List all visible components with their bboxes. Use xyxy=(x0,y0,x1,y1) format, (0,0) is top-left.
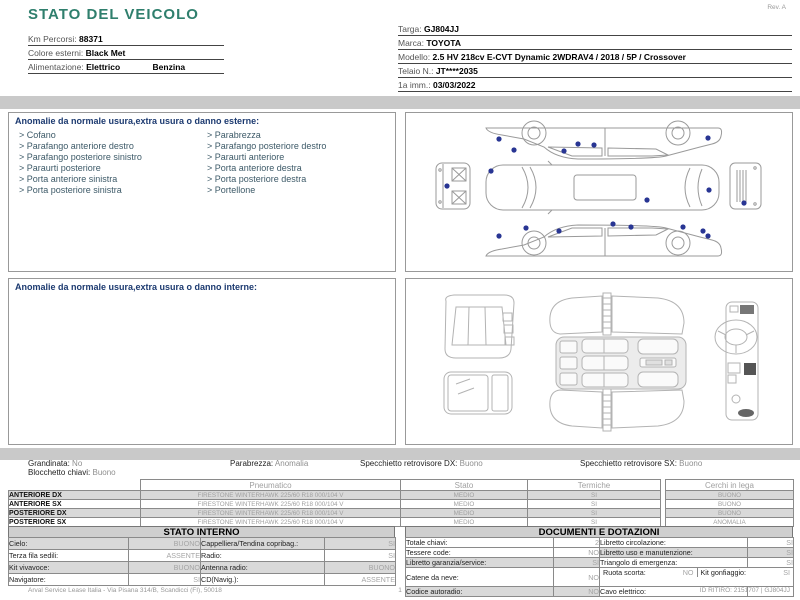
stato-interno-row xyxy=(9,550,396,562)
cell-value: SI xyxy=(748,548,794,558)
stato-interno-row xyxy=(9,574,396,586)
condition-summary xyxy=(28,459,792,479)
specchietto-dx-label: Specchietto retrovisore DX: xyxy=(360,459,458,468)
targa-value: GJ804JJ xyxy=(424,24,459,34)
tire-brand: FIRESTONE WINTERHAWK 225/60 R18 000/104 V xyxy=(141,500,401,509)
cell-label: Navigatore: xyxy=(9,574,129,586)
tire-brand: FIRESTONE WINTERHAWK 225/60 R18 000/104 V xyxy=(141,518,401,527)
cell-value: NO xyxy=(554,568,600,587)
cell-value: BUONO xyxy=(129,538,201,550)
cell-label: Kit vivavoce: xyxy=(9,562,129,574)
internal-anomalies-title: Anomalie da normale usura,extra usura o danno interne: xyxy=(15,282,258,292)
header-left xyxy=(28,6,224,74)
external-anomalies-column-1 xyxy=(19,130,142,196)
tire-condition: MEDIO xyxy=(401,491,528,500)
cell-value: SI xyxy=(325,550,396,562)
fuel-value-2: Benzina xyxy=(152,62,186,72)
tire-row xyxy=(9,509,661,518)
cell-label: Cielo: xyxy=(9,538,129,550)
cell-label: CD(Navig.): xyxy=(201,574,325,586)
external-anomalies-column-2 xyxy=(207,130,326,196)
interior-diagram-panel xyxy=(405,278,793,445)
footer-company: Arval Service Lease Italia - Via Pisana 314/B, Scandicci (FI), 50018 xyxy=(28,587,222,594)
km-row xyxy=(28,32,224,46)
anomaly-item: > Paraurti anteriore xyxy=(207,152,326,163)
cell-value: NO xyxy=(554,587,600,597)
cerchi-value: ANOMALIA xyxy=(666,518,794,527)
documenti-row xyxy=(406,558,794,568)
cell-value: NO xyxy=(554,548,600,558)
stato-interno-table xyxy=(8,537,396,586)
targa-row xyxy=(398,22,792,36)
telaio-row xyxy=(398,64,792,78)
documenti-header: DOCUMENTI E DOTAZIONI xyxy=(405,526,793,538)
tire-col-termiche: Termiche xyxy=(528,480,661,491)
specchietto-sx-label: Specchietto retrovisore SX: xyxy=(580,459,677,468)
cell-label: Tessere code: xyxy=(406,548,554,558)
specchietto-sx-value: Buono xyxy=(679,459,703,468)
damage-markers xyxy=(444,135,746,238)
tire-brand: FIRESTONE WINTERHAWK 225/60 R18 000/104 V xyxy=(141,491,401,500)
color-label: Colore esterni: xyxy=(28,48,84,58)
page-title: STATO DEL VEICOLO xyxy=(28,6,199,23)
tire-table xyxy=(8,479,661,527)
cerchi-value: BUONO xyxy=(666,491,794,500)
tire-condition: MEDIO xyxy=(401,509,528,518)
tire-winter: SI xyxy=(528,518,661,527)
anomaly-item: > Parabrezza xyxy=(207,130,326,141)
external-anomalies-title: Anomalie da normale usura,extra usura o danno esterne: xyxy=(15,116,260,126)
exterior-car-diagram xyxy=(406,113,792,271)
specchietto-dx-value: Buono xyxy=(459,459,483,468)
kit-gonfiaggio-pair xyxy=(697,568,794,577)
tire-position: ANTERIORE DX xyxy=(9,491,141,500)
cell-label: Libretto garanzia/service: xyxy=(406,558,554,568)
tire-row xyxy=(9,500,661,509)
cell-label: Triangolo di emergenza: xyxy=(600,558,748,568)
anomaly-item: > Porta posteriore sinistra xyxy=(19,185,142,196)
tire-condition: MEDIO xyxy=(401,518,528,527)
anomaly-item: > Porta posteriore destra xyxy=(207,174,326,185)
documenti-row xyxy=(406,568,794,587)
cerchi-value: BUONO xyxy=(666,500,794,509)
tire-position: ANTERIORE SX xyxy=(9,500,141,509)
stato-interno-row xyxy=(9,562,396,574)
blocchetto-label: Blocchetto chiavi: xyxy=(28,468,91,477)
modello-row xyxy=(398,50,792,64)
cell-label: Codice autoradio: xyxy=(406,587,554,597)
cell-value: ASSENTE xyxy=(325,574,396,586)
footer-ritiro-id: ID RITIRO: 2151707 | GJ804JJ xyxy=(699,587,790,594)
stato-interno-row xyxy=(9,538,396,550)
cell-label: Terza fila sedili: xyxy=(9,550,129,562)
documenti-row xyxy=(406,538,794,548)
tire-col-stato: Stato xyxy=(401,480,528,491)
separator-bar-top xyxy=(0,96,800,109)
grandinata-pair xyxy=(28,459,82,468)
footer-page-number: 1 xyxy=(398,587,402,594)
cell-label: Ruota scorta: xyxy=(603,568,646,577)
cell-value: SI xyxy=(783,568,790,577)
cell-value: SI xyxy=(325,538,396,550)
cell-value: BUONO xyxy=(129,562,201,574)
alloy-wheels-table xyxy=(665,479,794,527)
marca-label: Marca: xyxy=(398,38,424,48)
cell-label: Catene da neve: xyxy=(406,568,554,587)
tire-winter: SI xyxy=(528,509,661,518)
imm-row xyxy=(398,78,792,92)
cell-label: Kit gonfiaggio: xyxy=(700,568,747,577)
cell-value: SI xyxy=(748,538,794,548)
tire-condition: MEDIO xyxy=(401,500,528,509)
km-value: 88371 xyxy=(79,34,103,44)
cerchi-header: Cerchi in lega xyxy=(666,480,794,491)
tire-position: POSTERIORE SX xyxy=(9,518,141,527)
cell-label: Libretto uso e manutenzione: xyxy=(600,548,748,558)
tire-winter: SI xyxy=(528,500,661,509)
tire-position: POSTERIORE DX xyxy=(9,509,141,518)
cell-value: SI xyxy=(748,558,794,568)
telaio-value: JT****2035 xyxy=(435,66,478,76)
imm-value: 03/03/2022 xyxy=(432,80,476,90)
external-anomalies-panel xyxy=(8,112,396,272)
marca-row xyxy=(398,36,792,50)
header-right xyxy=(398,22,792,92)
grandinata-value: No xyxy=(72,459,83,468)
km-label: Km Percorsi: xyxy=(28,34,77,44)
cell-label: Libretto circolazione: xyxy=(600,538,748,548)
blocchetto-value: Buono xyxy=(92,468,116,477)
documenti-row xyxy=(406,548,794,558)
anomaly-item: > Parafango posteriore destro xyxy=(207,141,326,152)
anomaly-item: > Cofano xyxy=(19,130,142,141)
cell-value: ASSENTE xyxy=(129,550,201,562)
grandinata-label: Grandinata: xyxy=(28,459,70,468)
tire-brand: FIRESTONE WINTERHAWK 225/60 R18 000/104 V xyxy=(141,509,401,518)
stato-interno-header: STATO INTERNO xyxy=(8,526,395,538)
cerchi-value: BUONO xyxy=(666,509,794,518)
parabrezza-pair xyxy=(230,459,308,468)
interior-car-diagram xyxy=(406,279,792,444)
anomaly-item: > Parafango anteriore destro xyxy=(19,141,142,152)
cell-value: NO xyxy=(682,568,694,577)
cell-label: Cappelliera/Tendina copribag.: xyxy=(201,538,325,550)
parabrezza-value: Anomalia xyxy=(274,459,309,468)
internal-anomalies-panel xyxy=(8,278,396,445)
tire-row xyxy=(9,491,661,500)
exterior-diagram-panel xyxy=(405,112,793,272)
cell-value: SI xyxy=(554,558,600,568)
cell-label: Radio: xyxy=(201,550,325,562)
tire-col-pneumatico: Pneumatico xyxy=(141,480,401,491)
fuel-value-1: Elettrico xyxy=(86,62,121,72)
parabrezza-label: Parabrezza: xyxy=(230,459,274,468)
anomaly-item: > Paraurti posteriore xyxy=(19,163,142,174)
imm-label: 1a imm.: xyxy=(398,80,431,90)
color-value: Black Met xyxy=(85,48,126,58)
anomaly-item: > Porta anteriore sinistra xyxy=(19,174,142,185)
cell-value: SI xyxy=(129,574,201,586)
modello-value: 2.5 HV 218cv E-CVT Dynamic 2WDRAV4 / 2018 / 5P / Crossover xyxy=(432,52,686,62)
fuel-label: Alimentazione: xyxy=(28,62,84,72)
targa-label: Targa: xyxy=(398,24,422,34)
cell-value: 2 xyxy=(554,538,600,548)
anomaly-item: > Portellone xyxy=(207,185,326,196)
color-row xyxy=(28,46,224,60)
cell-label: Totale chiavi: xyxy=(406,538,554,548)
spare-wheel-cell xyxy=(600,568,794,587)
modello-label: Modello: xyxy=(398,52,431,62)
tire-winter: SI xyxy=(528,491,661,500)
specchietto-sx-pair xyxy=(580,459,702,468)
revision-label: Rev. A xyxy=(767,4,786,11)
marca-value: TOYOTA xyxy=(426,38,461,48)
cell-label: Cavo elettrico: xyxy=(600,587,748,597)
stato-interno-section xyxy=(8,526,395,586)
anomaly-item: > Parafango posteriore sinistro xyxy=(19,152,142,163)
cell-value: BUONO xyxy=(325,562,396,574)
blocchetto-pair xyxy=(28,468,116,477)
anomaly-item: > Porta anteriore destra xyxy=(207,163,326,174)
specchietto-dx-pair xyxy=(360,459,483,468)
ruota-scorta-pair xyxy=(600,568,697,577)
fuel-row xyxy=(28,60,224,74)
telaio-label: Telaio N.: xyxy=(398,66,434,76)
cell-label: Antenna radio: xyxy=(201,562,325,574)
